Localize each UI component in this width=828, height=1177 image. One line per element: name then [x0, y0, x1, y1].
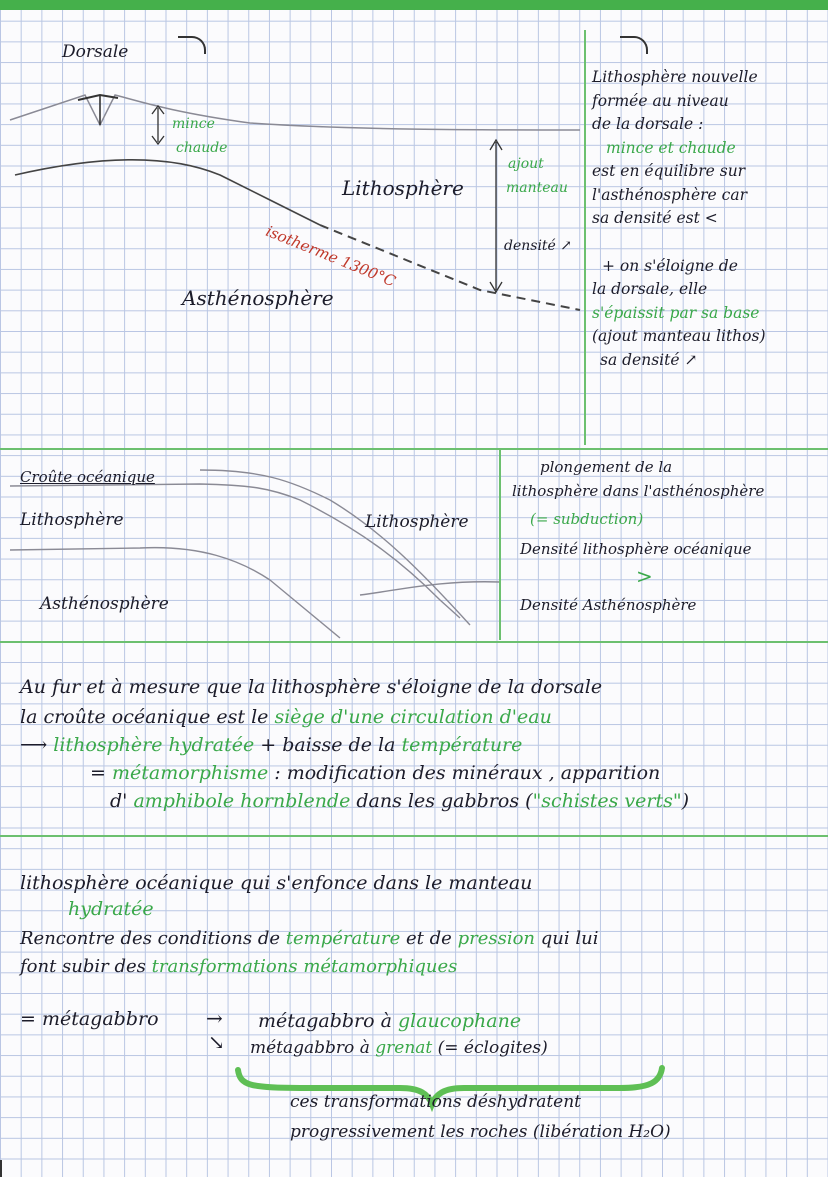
- note2-line6: Densité Asthénosphère: [520, 596, 697, 614]
- note2-line5: >: [636, 564, 653, 588]
- note2-line3: (= subduction): [530, 510, 644, 528]
- label-mince: mince: [172, 116, 215, 132]
- s3-modification: : modification des minéraux , apparition: [274, 762, 661, 784]
- note2-line1: plongement de la: [540, 458, 673, 476]
- note-line: + on s'éloigne de: [602, 256, 738, 275]
- s3-line1: Au fur et à mesure que la lithosphère s'éloigne de la dorsale: [20, 676, 603, 698]
- s3-line2-text: la croûte océanique est le: [20, 706, 269, 728]
- s3-gabbros: dans les gabbros (: [356, 790, 533, 812]
- s3-arrow: ⟶: [20, 734, 48, 756]
- label-manteau: manteau: [506, 180, 568, 196]
- s4-conc1: ces transformations déshydratent: [290, 1092, 582, 1112]
- s4-arrow1: →: [206, 1006, 223, 1030]
- note-line: est en équilibre sur: [592, 162, 746, 180]
- s3-temperature: température: [401, 734, 523, 756]
- s4-conc2: progressivement les roches (libération H₂O): [290, 1122, 671, 1142]
- s4-rencontre: Rencontre des conditions de: [20, 928, 280, 949]
- s3-baisse: + baisse de la: [260, 734, 396, 756]
- label-isotherme: isotherme 1300°C: [263, 222, 399, 291]
- s4-pression: pression: [457, 928, 536, 949]
- label-chaude: chaude: [176, 140, 228, 156]
- label-lithosphere-right: Lithosphère: [365, 512, 469, 532]
- note2-line2: lithosphère dans l'asthénosphère: [512, 482, 765, 500]
- note-line: la dorsale, elle: [592, 280, 708, 298]
- label-lithosphere: Lithosphère: [342, 176, 464, 200]
- s4-arrow2: ↘: [208, 1030, 225, 1054]
- note-line: sa densité est <: [592, 209, 718, 227]
- s3-schistes: "schistes verts": [532, 790, 682, 812]
- s4-line2: hydratée: [68, 898, 154, 920]
- note-line: de la dorsale :: [592, 115, 704, 133]
- s3-hydratee: lithosphère hydratée: [53, 734, 255, 756]
- s3-close: ): [681, 790, 690, 812]
- s4-grenat: grenat: [375, 1038, 433, 1058]
- note-line: Lithosphère nouvelle: [592, 68, 758, 86]
- s4-qui: qui lui: [540, 928, 599, 949]
- label-ajout: ajout: [508, 156, 544, 172]
- s4-glaucophane: glaucophane: [397, 1010, 522, 1032]
- s3-d: d': [110, 790, 128, 812]
- s4-metagabbro: = métagabbro: [20, 1008, 159, 1030]
- s4-temperature: température: [285, 928, 401, 949]
- s3-metamorphisme: métamorphisme: [111, 762, 269, 784]
- s4-branch1-text: métagabbro à: [258, 1010, 392, 1032]
- label-densite: densité ↗: [504, 238, 573, 254]
- s4-transformations: transformations métamorphiques: [151, 956, 458, 977]
- s3-amphibole: amphibole hornblende: [133, 790, 351, 812]
- note-line: formée au niveau: [592, 91, 729, 110]
- s4-eclogites: (= éclogites): [437, 1038, 548, 1058]
- note-line: l'asthénosphère car: [592, 185, 747, 204]
- label-croute: Croûte océanique: [20, 468, 155, 486]
- note-line: s'épaissit par sa base: [592, 303, 760, 322]
- label-lithosphere-left: Lithosphère: [20, 510, 124, 530]
- s4-et: et de: [406, 928, 452, 949]
- title-dorsale: Dorsale: [62, 42, 129, 62]
- s4-branch2-text: métagabbro à: [250, 1038, 370, 1058]
- note-line: mince et chaude: [606, 138, 736, 157]
- s4-line1: lithosphère océanique qui s'enfonce dans le manteau: [20, 872, 533, 894]
- note-line: sa densité ↗: [600, 350, 698, 369]
- note2-line4: Densité lithosphère océanique: [520, 540, 752, 558]
- label-asthenosphere: Asthénosphère: [182, 286, 334, 310]
- s3-equals: =: [90, 762, 106, 784]
- s4-font: font subir des: [20, 956, 146, 977]
- s3-line2-green: siège d'une circulation d'eau: [274, 706, 552, 728]
- left-margin-mark: [0, 1160, 2, 1177]
- note-line: (ajout manteau lithos): [592, 327, 766, 345]
- label-asthenosphere-2: Asthénosphère: [40, 594, 169, 614]
